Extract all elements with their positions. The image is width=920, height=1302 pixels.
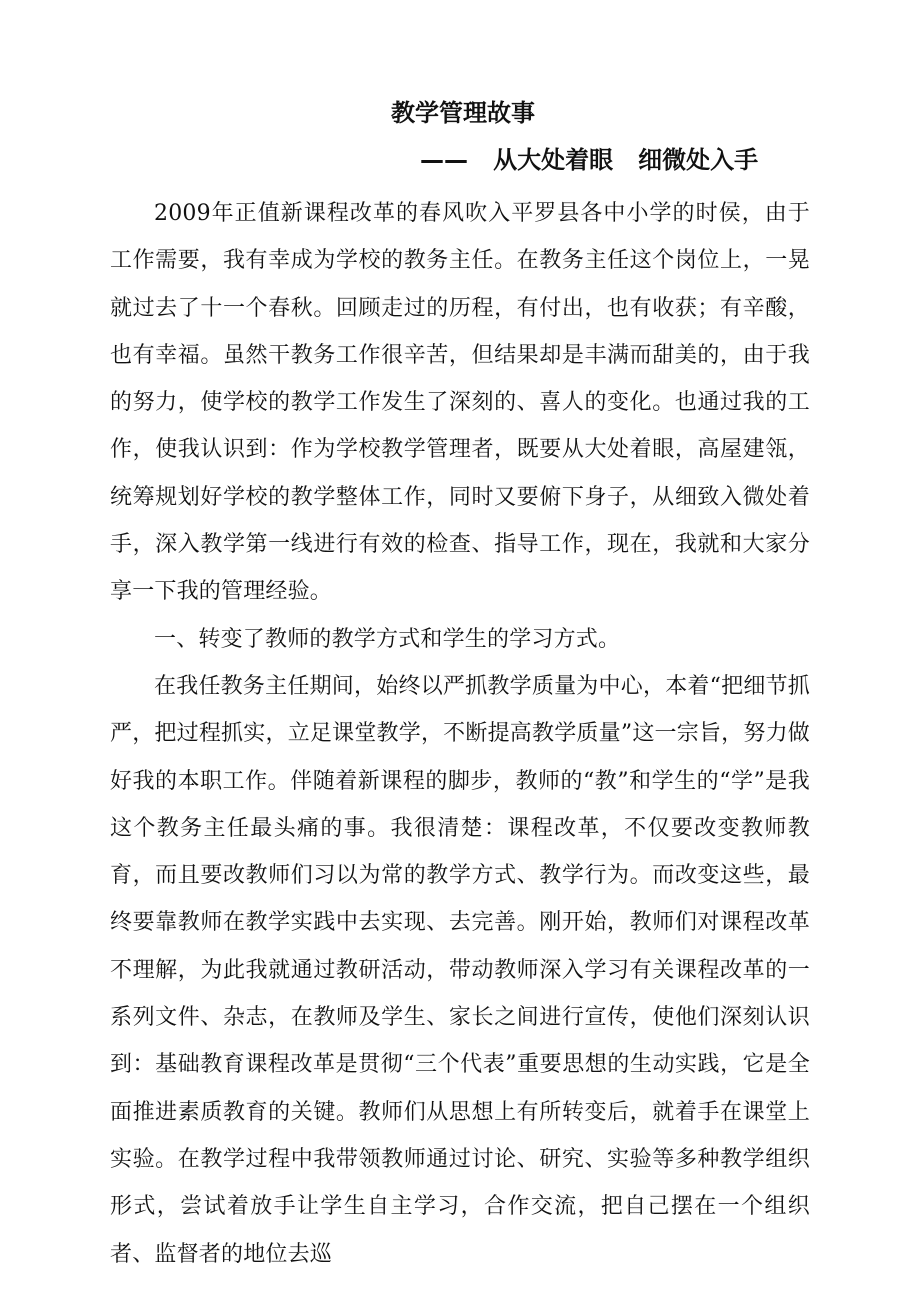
body-paragraph-intro: 2009年正值新课程改革的春风吹入平罗县各中小学的时侯，由于工作需要，我有幸成为学校的教务主任。在教务主任这个岗位上，一晃就过去了十一个春秋。回顾走过的历程，有付出，也有收获；有辛酸，也有幸福。虽然干教务工作很辛苦，但结果却是丰满而甜美的，由于我的努力，使学校的教学工作发生了深刻的、喜人的变化。也通过我的工作，使我认识到：作为学校教学管理者，既要从大处着眼，高屋建瓴，统筹规划好学校的教学整体工作，同时又要俯下身子，从细致入微处着手，深入教学第一线进行有效的检查、指导工作，现在，我就和大家分享一下我的管理经验。 [110, 201, 810, 605]
document-title: 教学管理故事 [391, 99, 535, 127]
section-heading-1: 一、转变了教师的教学方式和学生的学习方式。 [154, 626, 621, 652]
body-paragraph-section-1: 在我任教务主任期间，始终以严抓教学质量为中心，本着“把细节抓严，把过程抓实，立足课堂教学，不断提高教学质量”这一宗旨，努力做好我的本职工作。伴随着新课程的脚步，教师的“教”和学生的“学”是我这个教务主任最头痛的事。我很清楚：课程改革，不仅要改变教师教育，而且要改教师们习以为常的教学方式、教学行为。而改变这些，最终要靠教师在教学实践中去实现、去完善。刚开始，教师们对课程改革不理解，为此我就通过教研活动，带动教师深入学习有关课程改革的一系列文件、杂志，在教师及学生、家长之间进行宣传，使他们深刻认识到：基础教育课程改革是贯彻“三个代表”重要思想的生动实践，它是全面推进素质教育的关键。教师们从思想上有所转变后，就着手在课堂上实验。在教学过程中我带领教师通过讨论、研究、实验等多种教学组织形式，尝试着放手让学生自主学习，合作交流，把自己摆在一个组织者、监督者的地位去巡 [110, 673, 810, 1267]
document-subtitle: —— 从大处着眼 细微处入手 [420, 146, 759, 174]
document-body [110, 190, 810, 1278]
